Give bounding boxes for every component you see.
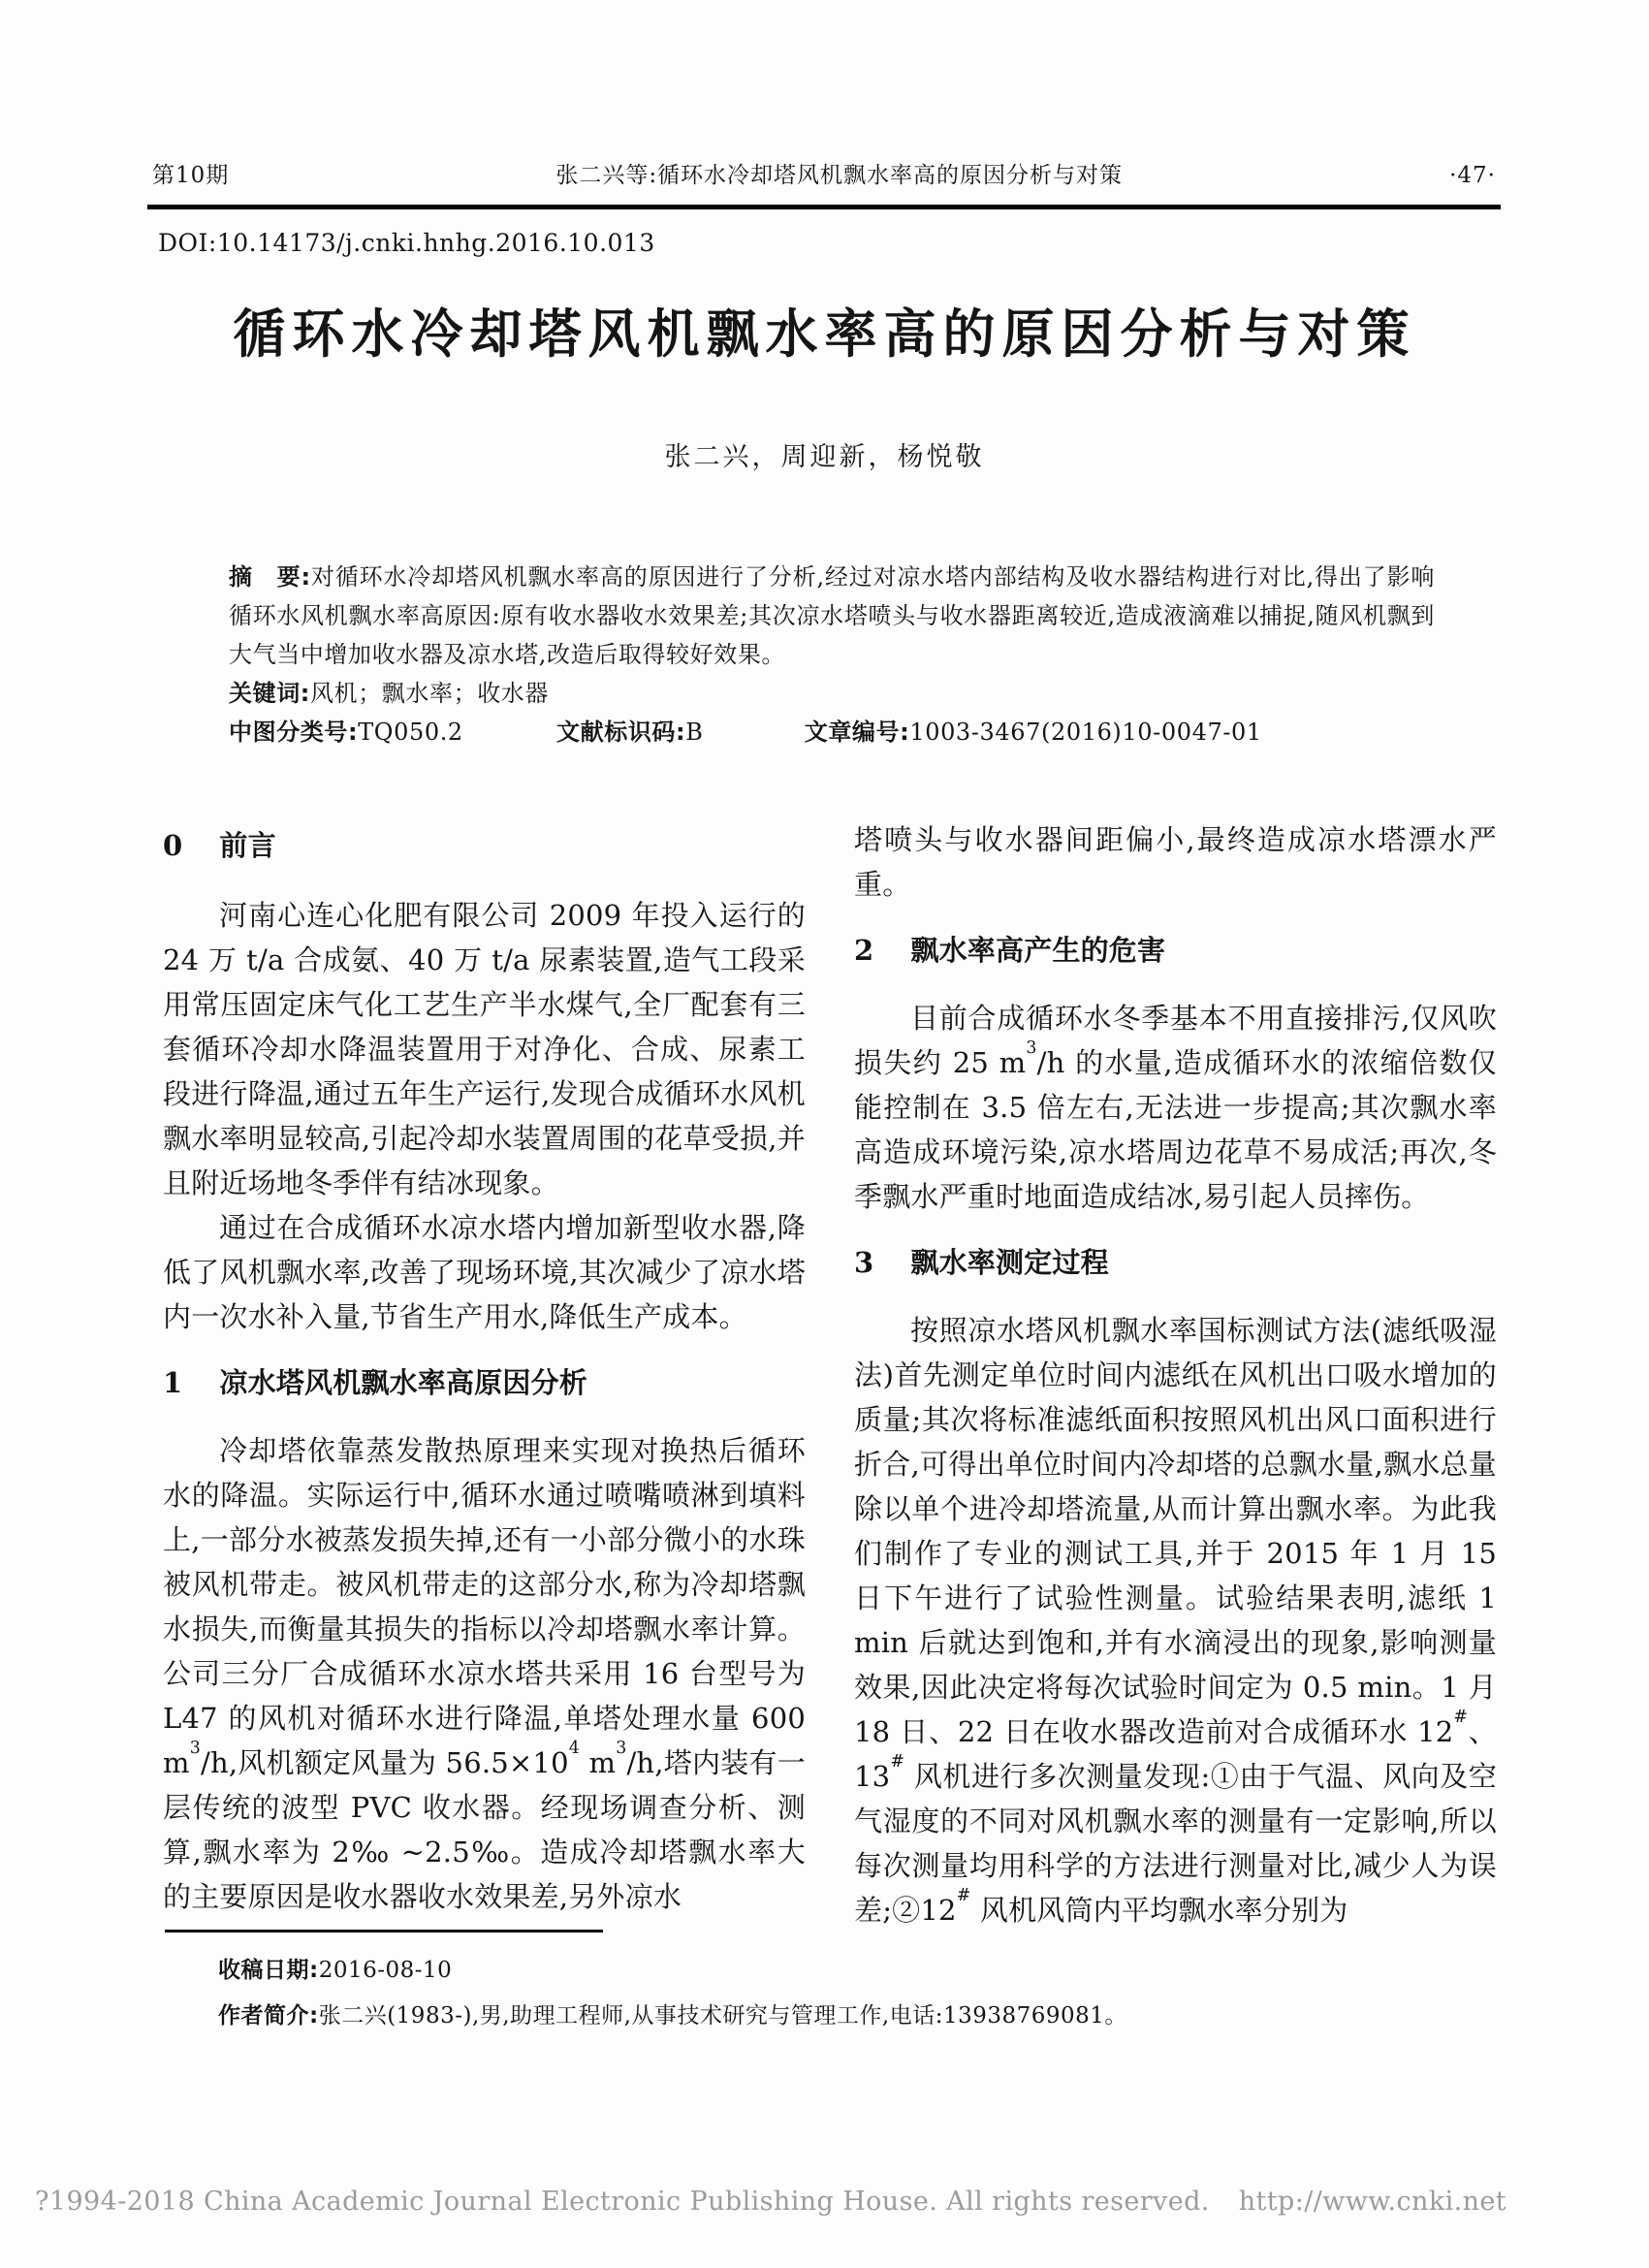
watermark-copyright: ?1994-2018 China Academic Journal Electronic Publishing House. All rights reserved.	[35, 2187, 1210, 2217]
received-date: 收稿日期:2016-08-10	[218, 1958, 453, 1983]
paragraph: 按照凉水塔风机飘水率国标测试方法(滤纸吸湿法)首先测定单位时间内滤纸在风机出口吸水增加的质量;其次将标准滤纸面积按照风机出风口面积进行折合,可得出单位时间内冷却塔的总飘水量,飘水总量除以单个进冷却塔流量,从而计算出飘水率。为此我们制作了专业的测试工具,并于 2015 年 1 月 15 日下午进行了试验性测量。试验结果表明,滤纸 1 min 后就达到饱和,并有水滴浸出的现象,影响测量效果,因此决定将每次试验时间定为 0.5 min。1 月 18 日、22 日在收水器改造前对合成循环水 12#、13# 风机进行多次测量发现:①由于气温、风向及空气湿度的不同对风机飘水率的测量有一定影响,所以每次测量均用科学的方法进行测量对比,减少人为误差;②12# 风机风筒内平均飘水率分别为	[854, 1314, 1497, 1927]
doi-line: DOI:10.14173/j.cnki.hnhg.2016.10.013	[158, 229, 655, 257]
watermark-url: http://www.cnki.net	[1238, 2187, 1507, 2217]
right-column	[854, 817, 1497, 1934]
meta-line	[229, 713, 1435, 751]
abstract-text: 对循环水冷却塔风机飘水率高的原因进行了分析,经过对凉水塔内部结构及收水器结构进行对比,得出了影响循环水风机飘水率高原因:原有收水器收水效果差;其次凉水塔喷头与收水器距离较近,造成液滴难以捕捉,随风机飘到大气当中增加收水器及凉水塔,改造后取得较好效果。	[229, 563, 1435, 668]
author-list: 张二兴，周迎新，杨悦敬	[664, 442, 985, 472]
article-title: 循环水冷却塔风机飘水率高的原因分析与对策	[233, 303, 1416, 365]
page-number: ·47·	[1449, 163, 1496, 188]
author-bio: 作者简介:张二兴(1983-),男,助理工程师,从事技术研究与管理工作,电话:13938769081。	[218, 2003, 1127, 2028]
header-rule	[147, 205, 1501, 209]
section-heading-1: 1 凉水塔风机飘水率高原因分析	[163, 1366, 587, 1399]
page-header	[152, 157, 1496, 189]
footnote-block	[163, 1930, 1501, 2043]
issue-number: 第10期	[152, 163, 230, 188]
keywords	[229, 674, 1435, 713]
clc-number: 中图分类号:TQ050.2	[229, 719, 463, 746]
document-code: 文献标识码:B	[556, 719, 704, 746]
section-heading-3: 3 飘水率测定过程	[854, 1246, 1109, 1279]
keywords-label: 关键词:	[229, 680, 310, 707]
paragraph: 通过在合成循环水凉水塔内增加新型收水器,降低了风机飘水率,改善了现场环境,其次减少了凉水塔内一次水补入量,节省生产用水,降低生产成本。	[163, 1211, 806, 1333]
footnote-rule	[165, 1930, 603, 1933]
keywords-text: 风机；飘水率；收水器	[310, 680, 549, 707]
running-title: 张二兴等:循环水冷却塔风机飘水率高的原因分析与对策	[555, 163, 1124, 188]
abstract	[229, 558, 1435, 674]
section-heading-2: 2 飘水率高产生的危害	[854, 934, 1166, 967]
body-columns	[163, 817, 1498, 1934]
cnki-watermark	[35, 2187, 1625, 2217]
paragraph: 冷却塔依靠蒸发散热原理来实现对换热后循环水的降温。实际运行中,循环水通过喷嘴喷淋到填料上,一部分水被蒸发损失掉,还有一小部分微小的水珠被风机带走。被风机带走的这部分水,称为冷却塔飘水损失,而衡量其损失的指标以冷却塔飘水率计算。公司三分厂合成循环水凉水塔共采用 16 台型号为 L47 的风机对循环水进行降温,单塔处理水量 600 $m^3/h$,风机额定风量为 $56.5\times 10^4$ $m^3/h$,塔内装有一层传统的波型 PVC 收水器。经现场调查分析、测算,飘水率为 2‰ ~2.5‰。造成冷却塔飘水率大的主要原因是收水器收水效果差,另外凉水	[163, 1434, 806, 1913]
left-column	[163, 817, 806, 1934]
paragraph-continuation: 塔喷头与收水器间距偏小,最终造成凉水塔漂水严重。	[854, 823, 1497, 901]
abstract-label: 摘 要:	[229, 563, 311, 591]
paragraph: 河南心连心化肥有限公司 2009 年投入运行的 24 万 t/a 合成氨、40 万 t/a 尿素装置,造气工段采用常压固定床气化工艺生产半水煤气,全厂配套有三套循环冷却水降温装置用于对净化、合成、尿素工段进行降温,通过五年生产运行,发现合成循环水风机飘水率明显较高,引起冷却水装置周围的花草受损,并且附近场地冬季伴有结冰现象。	[163, 899, 806, 1199]
paragraph: 目前合成循环水冬季基本不用直接排污,仅风吹损失约 25 $m^3/h$ 的水量,造成循环水的浓缩倍数仅能控制在 3.5 倍左右,无法进一步提高;其次飘水率高造成环境污染,凉水塔周边花草不易成活;再次,冬季飘水严重时地面造成结冰,易引起人员摔伤。	[854, 1002, 1497, 1213]
article-number: 文章编号:1003-3467(2016)10-0047-01	[804, 719, 1262, 746]
section-heading-0: 0 前言	[163, 829, 276, 862]
front-matter	[229, 558, 1435, 751]
